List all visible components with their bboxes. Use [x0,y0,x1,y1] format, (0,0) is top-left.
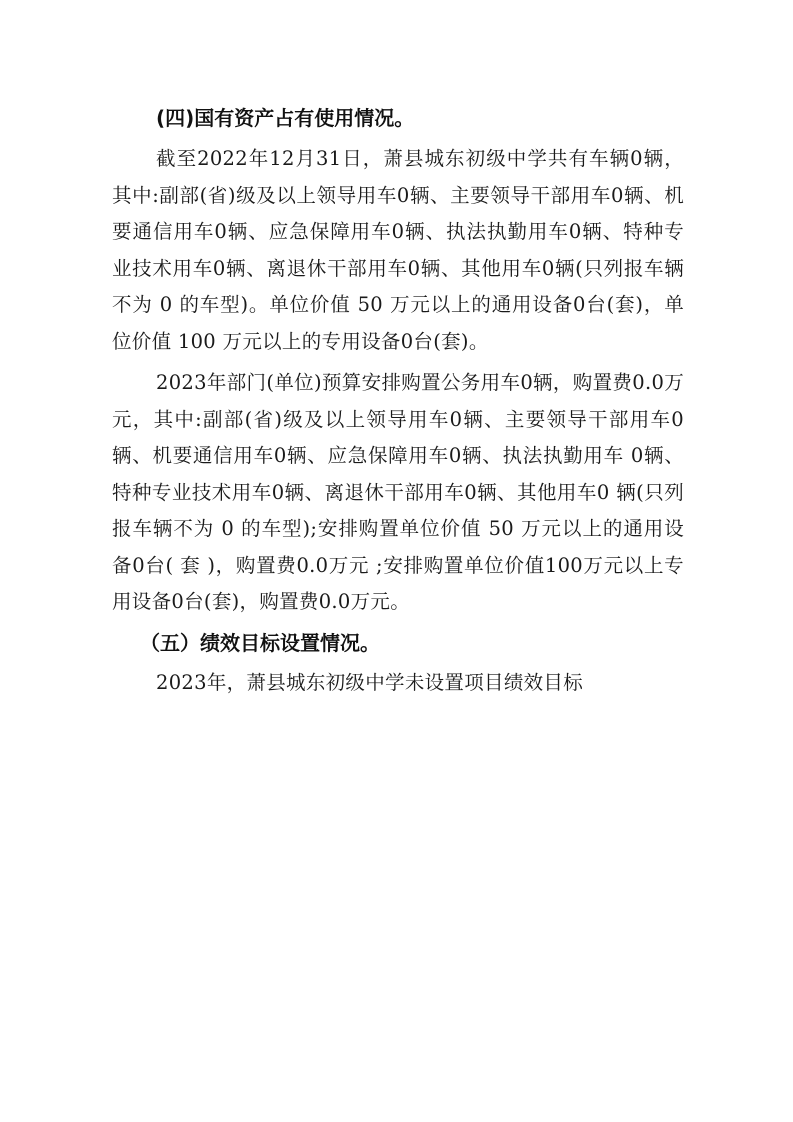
section-heading-performance: （五）绩效目标设置情况。 [140,630,380,655]
paragraph-performance: 2023年，萧县城东初级中学未设置项目绩效目标 [156,670,584,694]
paragraph-budget-2023: 2023年部门(单位)预算安排购置公务用车0辆，购置费0.0万元，其中:副部(省)级及以上领导用车0辆、主要领导干部用车0辆、机要通信用车0辆、应急保障用车0辆、执法执勤用车 0辆、特种专业技术用车0辆、离退休干部用车0辆、其他用车0 辆(只列报车辆不为 0 的车型);安排购置单位价值 50 万元以上的通用设备0台( 套 )，购置费0.0万元 ;安排购置单位价值100万元以上专用设备0台(套)，购置费0.0万元。 [112,371,684,613]
document-page [112,100,684,701]
section-heading-assets: (四)国有资产占有使用情况。 [156,106,415,130]
paragraph-vehicles-2022: 截至2022年12月31日，萧县城东初级中学共有车辆0辆，其中:副部(省)级及以上领导用车0辆、主要领导干部用车0辆、机要通信用车0辆、应急保障用车0辆、执法执勤用车0辆、特种专业技术用车0辆、离退休干部用车0辆、其他用车0辆(只列报车辆不为 0 的车型)。单位价值 50 万元以上的通用设备0台(套)，单位价值 100 万元以上的专用设备0台(套)。 [112,147,684,353]
